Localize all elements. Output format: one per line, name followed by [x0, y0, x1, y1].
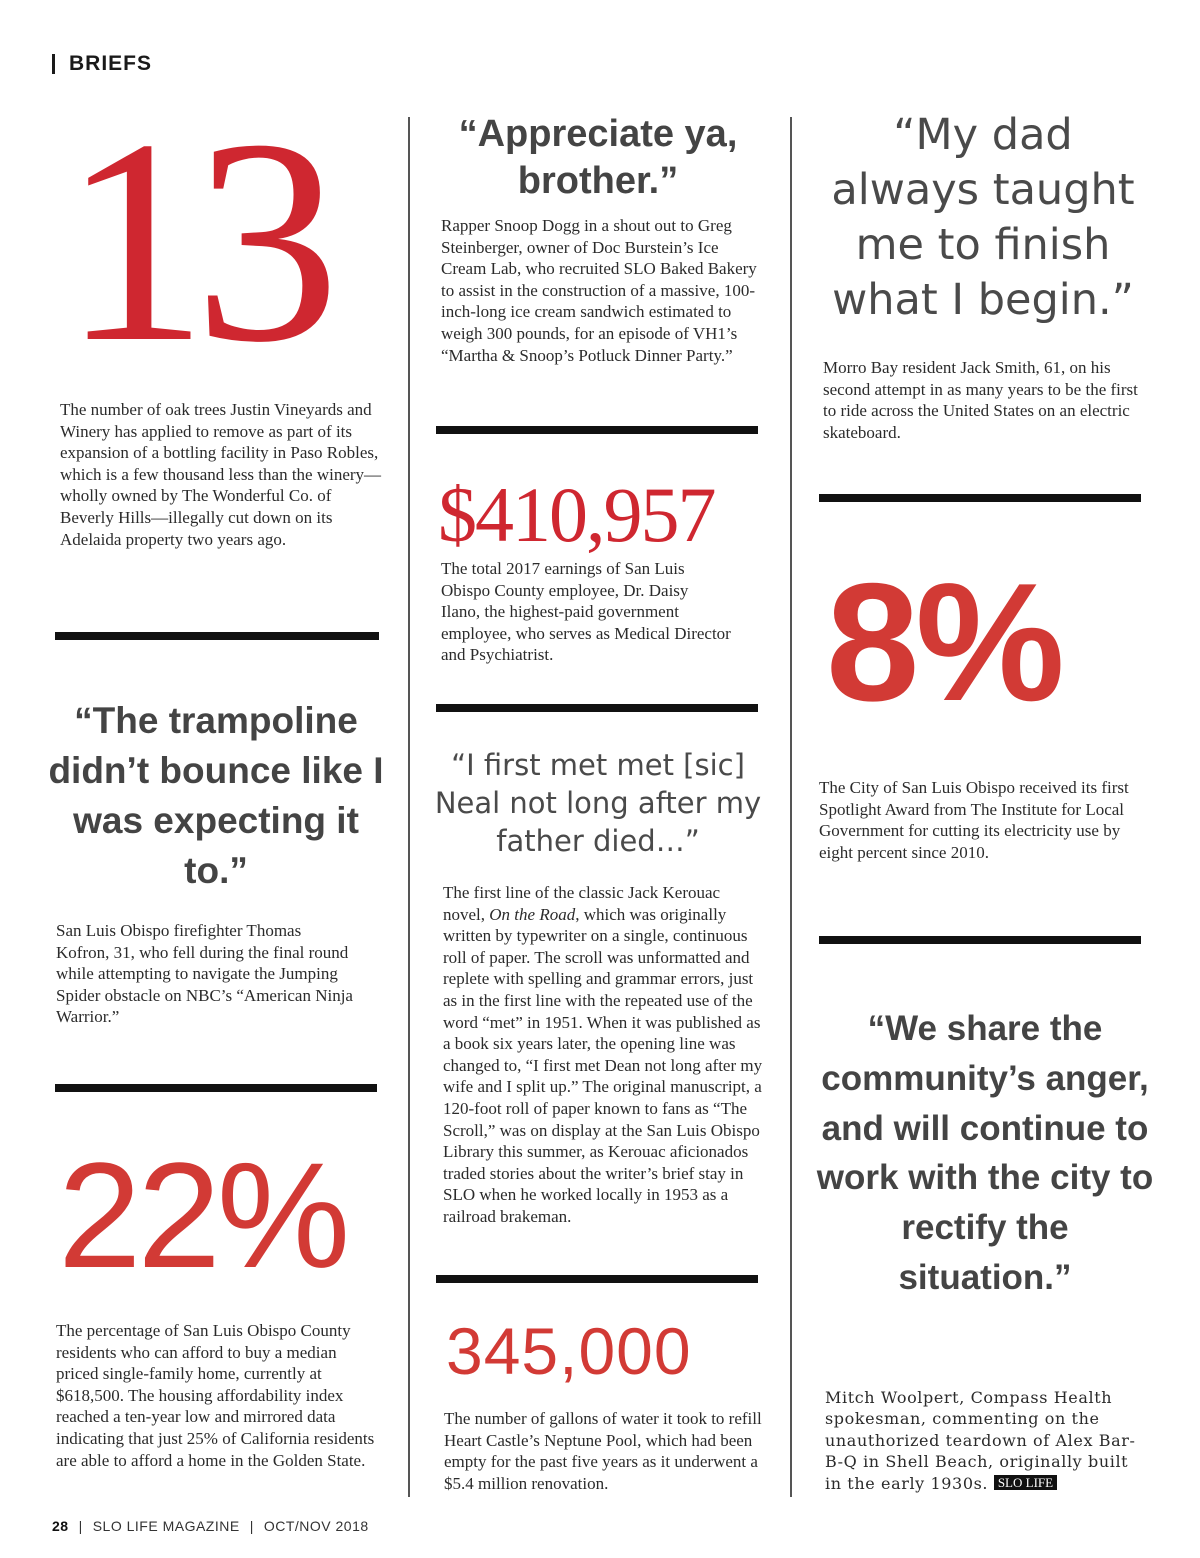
stat-caption-oak-trees: The number of oak trees Justin Vineyards and Winery has applied to remove as part of its expansion of a bottling facility in Paso Robles, which is a few thousand less than the winery—wholly owned by The Wonderful Co. of Beverly Hills—illegally cut down on its Adelaida property two years ago. — [60, 400, 382, 549]
column-divider-right — [790, 117, 792, 1497]
book-title: On the Road — [489, 904, 576, 924]
stat-figure-22-percent: 22% — [58, 1131, 347, 1299]
quote-caption-kerouac — [443, 882, 765, 1228]
section-divider — [436, 426, 758, 434]
quote-caption-firefighter: San Luis Obispo firefighter Thomas Kofron, 31, who fell during the final round while attempting to navigate the Jumping Spider obstacle on NBC’s “American Ninja Warrior.” — [56, 921, 353, 1027]
section-divider — [436, 1275, 758, 1283]
section-header — [52, 52, 152, 76]
quote-caption-skateboard: Morro Bay resident Jack Smith, 61, on his second attempt in as many years to be the first to ride across the United States on an electric skateboard. — [823, 358, 1138, 442]
stat-figure-earnings: $410,957 — [438, 471, 715, 558]
section-divider — [819, 494, 1141, 502]
quote-caption-snoop: Rapper Snoop Dogg in a shout out to Greg Steinberger, owner of Doc Burstein’s Ice Cream Lab, who recruited SLO Baked Bakery to assist in the construction of a massive, 100-inch-long ice cream sandwich estimated to weigh 300 pounds, for an episode of VH1’s “Martha & Snoop’s Potluck Dinner Party.” — [441, 216, 757, 365]
compass-caption-text: Mitch Woolpert, Compass Health spokesman, commenting on the unauthorized teardown of Alex Bar-B-Q in Shell Beach, originally built in the early 1930s. — [825, 1388, 1136, 1493]
stat-caption-electricity: The City of San Luis Obispo received its first Spotlight Award from The Institute for Local Government for cutting its electricity use by eight percent since 2010. — [819, 778, 1129, 862]
page-footer — [52, 1518, 369, 1534]
quote-caption-compass-health — [825, 1387, 1147, 1494]
issue-date: OCT/NOV 2018 — [263, 1518, 369, 1534]
pull-quote-compass-health: “We share the community’s anger, and will continue to work with the city to rectify the situation.” — [816, 1009, 1154, 1297]
kerouac-caption-lead: The first line of the classic Jack Kerouac novel, — [443, 883, 721, 924]
stat-caption-housing: The percentage of San Luis Obispo County residents who can afford to buy a median priced single-family home, currently at $618,500. The housing affordability index reached a ten-year low and mirrored data indicating that just 25% of California residents are able to afford a home in the Golden State. — [56, 1321, 375, 1470]
section-divider — [436, 704, 758, 712]
slo-life-end-mark: SLO LIFE — [994, 1475, 1057, 1490]
stat-figure-13: 13 — [62, 80, 326, 403]
pull-quote-trampoline: “The trampoline didn’t bounce like I was expecting it to.” — [48, 700, 384, 891]
kerouac-caption-rest: , which was originally written by typewriter on a single, continuous roll of paper. The scroll was unformatted and replete with spelling and grammar errors, just as in the first line with the repeated use of the word “met” in 1951. When it was published as a book six years later, the opening line was changed to, “I first met Dean not long after my wife and I split up.” The original manuscript, a 120-foot roll of paper known to fans as “The Scroll,” was on display at the San Luis Obispo Library this summer, as Kerouac aficionados traded stories about the writer’s brief stay in SLO when he worked locally in 1953 as a railroad brakeman. — [443, 904, 763, 1226]
pull-quote-kerouac: “I first met met [sic] Neal not long after my father died…” — [434, 748, 762, 858]
footer-divider: | — [78, 1518, 83, 1534]
section-pipe — [52, 54, 55, 74]
stat-figure-gallons: 345,000 — [446, 1314, 692, 1388]
stat-caption-gallons: The number of gallons of water it took to refill Heart Castle’s Neptune Pool, which had been empty for the past five years as it underwent a $5.4 million renovation. — [444, 1409, 762, 1493]
stat-caption-earnings: The total 2017 earnings of San Luis Obispo County employee, Dr. Daisy Ilano, the highest-paid government employee, who serves as Medical Director and Psychiatrist. — [441, 559, 731, 665]
section-label: BRIEFS — [69, 52, 153, 75]
section-divider — [55, 632, 379, 640]
stat-figure-8-percent: 8% — [826, 548, 1061, 736]
column-divider-left — [408, 117, 410, 1497]
pull-quote-skateboard: “My dad always taught me to finish what I begin.” — [831, 110, 1135, 325]
publication-name: SLO LIFE MAGAZINE — [92, 1518, 240, 1534]
section-divider — [55, 1084, 377, 1092]
page-number: 28 — [52, 1518, 69, 1534]
pull-quote-snoop: “Appreciate ya, brother.” — [458, 113, 738, 202]
footer-divider: | — [249, 1518, 254, 1534]
section-divider — [819, 936, 1141, 944]
